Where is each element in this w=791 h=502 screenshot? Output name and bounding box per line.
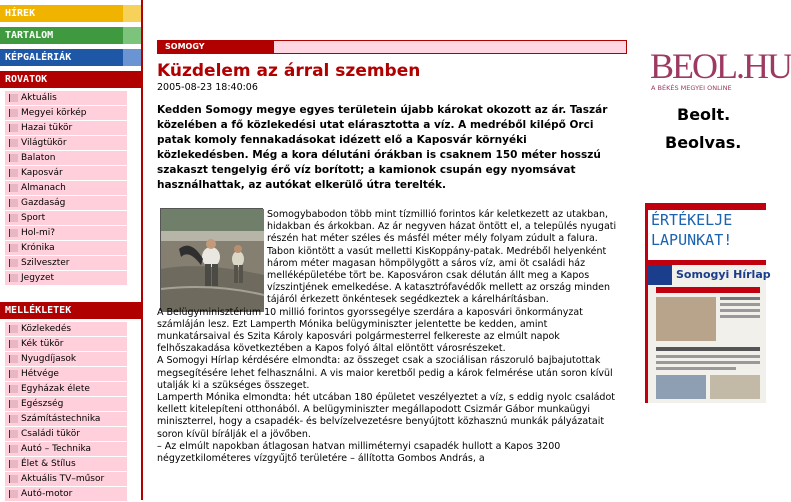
rovat-link-kaposvar[interactable]: Kaposvár <box>5 166 127 180</box>
paragraph: A Somogyi Hírlap kérdésére elmondta: az összeget csak a szociálisan rászoruló bajbajutottak megsegítésére lehet felhasználni. A vis maior keretből pedig a károk felmérése után soron kívül utalják ki a szükséges összeget. <box>157 355 613 391</box>
article-title: Küzdelem az árral szemben <box>157 61 421 81</box>
nav-stripe-decoration <box>123 49 141 66</box>
melleklet-link-hetvege[interactable]: Hétvége <box>5 367 127 381</box>
rovat-link-aktualis[interactable]: Aktuális <box>5 91 127 105</box>
beol-ad-banner[interactable] <box>645 45 791 160</box>
rovat-link-balaton[interactable]: Balaton <box>5 151 127 165</box>
melleklet-link-kek-tukor[interactable]: Kék tükör <box>5 337 127 351</box>
paragraph: Lamperth Mónika elmondta: hét utcában 180 épületet veszélyeztet a víz, s eddig nyolc családot kellett kitelepíteni otthonából. A belügyminiszter megállapodott Csizmár Gábor munkaügyi miniszterrel, hogy a csapadék- és belvízelvezetésre benyújtott közhasznú munkák pályázatait soron kívül bírálják el a jövőben. <box>157 392 615 440</box>
article-datetime: 2005-08-23 18:40:06 <box>157 82 258 93</box>
rovat-link-kronika[interactable]: Krónika <box>5 241 127 255</box>
melleklet-link-auto-motor[interactable]: Autó-motor <box>5 487 127 501</box>
rovat-link-szilveszter[interactable]: Szilveszter <box>5 256 127 270</box>
newspaper-masthead: Somogyi Hírlap <box>676 268 771 281</box>
beol-slogan-line-2: Beolvas. <box>665 133 742 152</box>
newspaper-image <box>648 265 771 403</box>
melleklet-link-elet-stilus[interactable]: Élet & Stílus <box>5 457 127 471</box>
left-navigation <box>0 0 143 500</box>
rovat-link-vilagtukor[interactable]: Világtükör <box>5 136 127 150</box>
rovat-link-hazai-tukor[interactable]: Hazai tükör <box>5 121 127 135</box>
hirlap-ad-banner[interactable] <box>645 203 771 403</box>
article-body <box>157 209 619 465</box>
nav-kepgaleriak-label: KÉPGALÉRIÁK <box>5 52 72 63</box>
rovat-link-sport[interactable]: Sport <box>5 211 127 225</box>
nav-hirek-button[interactable] <box>0 5 141 22</box>
rovat-link-hol-mi[interactable]: Hol-mi? <box>5 226 127 240</box>
rovatok-list <box>5 91 127 286</box>
rovat-link-jegyzet[interactable]: Jegyzet <box>5 271 127 285</box>
rovat-link-megyei-korkep[interactable]: Megyei körkép <box>5 106 127 120</box>
melleklet-link-csaladi-tukor[interactable]: Családi tükör <box>5 427 127 441</box>
rovat-link-almanach[interactable]: Almanach <box>5 181 127 195</box>
paragraph: – Az elmúlt napokban átlagosan hatvan milliméternyi csapadék hullott a Kapos 3200 négyzetkilométeres vízgyűjtő területére – állította Gombos András, a <box>157 440 561 465</box>
melleklet-link-auto-technika[interactable]: Autó – Technika <box>5 442 127 456</box>
article-lead: Kedden Somogy megye egyes területein újabb károkat okozott az ár. Taszár közelében a fő közlekedési utat elárasztotta a víz. A medréből kilépő Orci patak komoly fennakadásokat idézett elő a Kaposvár környéki közlekedésben. Még a kora délutáni órákban is csaknem 150 méter hosszú szakaszt tengelyig érő víz borított; a kamionok csupán egy nyomsávat használhattak, az autókat elkerülő útra terelték. <box>157 104 608 191</box>
melleklet-link-kozlekedes[interactable]: Közlekedés <box>5 322 127 336</box>
beol-logo: BEOL.HU <box>650 46 791 86</box>
melleklet-link-egyhazak-elete[interactable]: Egyházak élete <box>5 382 127 396</box>
melleklet-link-nyugdijasok[interactable]: Nyugdíjasok <box>5 352 127 366</box>
beol-slogan-line-1: Beolt. <box>677 105 731 124</box>
rubric-label[interactable]: SOMOGY <box>158 41 274 53</box>
paragraph: A Belügyminisztérium 10 millió forintos gyorssegélye szerdára a kaposvári önkormányzat számláján lesz. Ezt Lamperth Mónika belügyminiszter jelentette be kedden, amint munkatársaival és Szita Károly kaposvári polgármesterrel felkereste az elmúlt napok felhőszakadása következtében a Kapos folyó által elöntött városrészeket. <box>157 306 583 355</box>
nav-kepgaleriak-button[interactable] <box>0 49 141 66</box>
mellekletek-list <box>5 322 127 502</box>
nav-stripe-decoration <box>123 27 141 44</box>
melleklet-link-aktualis-tv-musor[interactable]: Aktuális TV–műsor <box>5 472 127 486</box>
melleklet-link-egeszseg[interactable]: Egészség <box>5 397 127 411</box>
newspaper-graphic <box>648 265 766 403</box>
beol-tagline: A BÉKÉS MEGYEI ONLINE <box>651 84 732 92</box>
nav-stripe-decoration <box>123 5 141 22</box>
nav-tartalom-label: TARTALOM <box>5 30 54 41</box>
rovatok-heading: ROVATOK <box>0 71 141 88</box>
hirlap-ad-line-1: ÉRTÉKELJE <box>651 211 733 229</box>
rovat-link-gazdasag[interactable]: Gazdaság <box>5 196 127 210</box>
hirlap-ad-line-2: LAPUNKAT! <box>651 231 733 249</box>
nav-tartalom-button[interactable] <box>0 27 141 44</box>
mellekletek-heading: MELLÉKLETEK <box>0 302 141 319</box>
paragraph: Somogybabodon több mint tízmillió forintos kár keletkezett az utakban, hidakban és árkokban. Az ár negyven házat öntött el, a település nyugati részén hat méter széles és másfél méter mély folyam zúdult a falura. Tabon kiöntött a vasút melletti KisKoppány-patak. Medréből helyenként három méter magasan hömpölygött a sáros víz, ami öt családi ház melléképületébe tört be. Kaposváron csak délután állt meg a Kapos vízszintjének emelkedése. A katasztrófavédők mellett az ország minden tájáról érkezett önkéntesek segédkeztek a kárelhárításban. <box>267 209 617 306</box>
nav-hirek-label: HÍREK <box>5 8 36 19</box>
melleklet-link-szamitastechnika[interactable]: Számítástechnika <box>5 412 127 426</box>
rubric-bar <box>157 40 627 54</box>
